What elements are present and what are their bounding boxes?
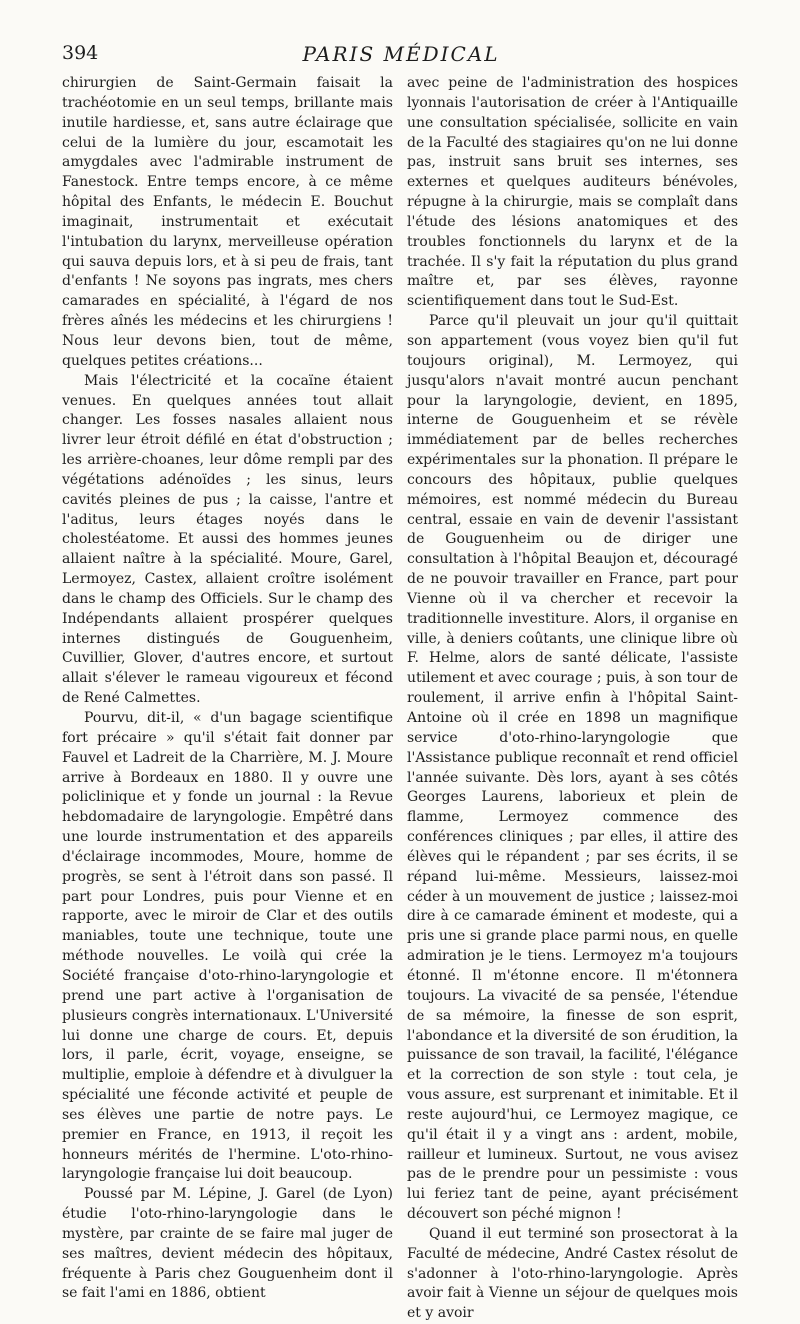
paragraph: Pourvu, dit-il, « d'un bagage scientifique fort précaire » qu'il s'était fait donner par Fauvel et Ladreit de la Charrière, M. J. Moure arrive à Bordeaux en 1880. Il y ouvre une policlinique et y fonde un journal : la Revue hebdomadaire de laryngologie. Empêtré dans une lourde instrumentation et des appareils d'éclairage incommodes, Moure, homme de progrès, se sent à l'étroit dans son passé. Il part pour Londres, puis pour Vienne et en rapporte, avec le miroir de Clar et des outils maniables, toute une technique, toute une méthode nouvelles. Le voilà qui crée la Société française d'oto-rhino-laryngologie et prend une part active à l'organisation de plusieurs congrès internationaux. L'Université lui donne une charge de cours. Et, depuis lors, il parle, écrit, voyage, enseigne, se multiplie, emploie à défendre et à divulguer la spécialité une féconde activité et peuple de ses élèves une partie de notre pays. Le premier en France, en 1913, il reçoit les honneurs mérités de l'hermine. L'oto-rhino-laryngologie française lui doit beaucoup.	[62, 710, 393, 1183]
paragraph: Poussé par M. Lépine, J. Garel (de Lyon) étudie l'oto-rhino-laryngologie dans le mystère, par crainte de se faire mal juger de ses maîtres, devient médecin des hôpitaux, fréquente à Paris chez Gouguenheim dont il se fait l'ami en 1886, obtient	[62, 1186, 393, 1302]
paragraph: Parce qu'il pleuvait un jour qu'il quittait son appartement (vous voyez bien qu'il fut toujours original), M. Lermoyez, qui jusqu'alors n'avait montré aucun penchant pour la laryngologie, devient, en 1895, interne de Gouguenheim et se révèle immédiatement par de belles recherches expérimentales sur la phonation. Il prépare le concours des hôpitaux, publie quelques mémoires, est nommé médecin du Bureau central, essaie en vain de devenir l'assistant de Gouguenheim ou de diriger une consultation à l'hôpital Beaujon et, découragé de ne pouvoir travailler en France, part pour Vienne où il va chercher et recevoir la traditionnelle investiture. Alors, il organise en ville, à deniers coûtants, une clinique libre où F. Helme, alors de santé délicate, l'assiste utilement et avec courage ; puis, à son tour de roulement, il arrive enfin à l'hôpital Saint-Antoine où il crée en 1898 un magnifique service d'oto-rhino-laryngologie que l'Assistance publique reconnaît et rend officiel l'année suivante. Dès lors, ayant à ses côtés Georges Laurens, laborieux et plein de flamme, Lermoyez commence des conférences cliniques ; par elles, il attire des élèves qui le répandent ; par ses écrits, il se répand lui-même. Messieurs, laissez-moi céder à un mouvement de justice ; laissez-moi dire à ce camarade éminent et modeste, qui a pris une si grande place parmi nous, en quelle admiration je le tiens. Lermoyez m'a toujours étonné. Il m'étonne encore. Il m'étonnera toujours. La vivacité de sa pensée, l'étendue de sa mémoire, la finesse de son esprit, l'abondance et la diversité de son érudition, la puissance de son travail, la facilité, l'élégance et la correction de son style : tout cela, je vous assure, est surprenant et inimitable. Et il reste aujourd'hui, ce Lermoyez magique, ce qu'il était il y a vingt ans : ardent, mobile, railleur et lumineux. Surtout, ne vous avisez pas de le prendre pour un pessimiste : vous lui feriez tant de peine, ayant précisément découvert son péché mignon !	[407, 313, 738, 1223]
left-column	[62, 74, 393, 1304]
page-number: 394	[62, 42, 99, 64]
paragraph: avec peine de l'administration des hospices lyonnais l'autorisation de créer à l'Antiquaille une consultation spécialisée, sollicite en vain de la Faculté des stagiaires qu'on ne lui donne pas, instruit sans bruit ses internes, ses externes et quelques auditeurs bénévoles, répugne à la chirurgie, mais se complaît dans l'étude des lésions anatomiques et des troubles fonctionnels du larynx et de la trachée. Il s'y fait la réputation du plus grand maître et, par ses élèves, rayonne scientifiquement dans tout le Sud-Est.	[407, 75, 738, 310]
paragraph: chirurgien de Saint-Germain faisait la trachéotomie en un seul temps, brillante mais inutile hardiesse, et, sans autre éclairage que celui de la lumière du jour, escamotait les amygdales avec l'admirable instrument de Fanestock. Entre temps encore, à ce même hôpital des Enfants, le médecin E. Bouchut imaginait, instrumentait et exécutait l'intubation du larynx, merveilleuse opération qui sauva depuis lors, et à si peu de frais, tant d'enfants ! Ne soyons pas ingrats, mes chers camarades en spécialité, à l'égard de nos frères aînés les médecins et les chirurgiens ! Nous leur devons bien, tout de même, quelques petites créations...	[62, 75, 393, 369]
paragraph: Mais l'électricité et la cocaïne étaient venues. En quelques années tout allait changer. Les fosses nasales allaient nous livrer leur étroit défilé en état d'obstruction ; les arrière-choanes, leur dôme rempli par des végétations adénoïdes ; les sinus, leurs cavités pleines de pus ; la caisse, l'antre et l'aditus, leurs étages noyés dans le cholestéatome. Et aussi des hommes jeunes allaient naître à la spécialité. Moure, Garel, Lermoyez, Castex, allaient croître isolément dans le champ des Officiels. Sur le champ des Indépendants allaient prospérer quelques internes distingués de Gouguenheim, Cuvillier, Glover, d'autres encore, et surtout allait s'élever le rameau vigoureux et fécond de René Calmettes.	[62, 372, 393, 707]
paragraph: Quand il eut terminé son prosectorat à la Faculté de médecine, André Castex résolut de s'adonner à l'oto-rhino-laryngologie. Après avoir fait à Vienne un séjour de quelques mois et y avoir	[407, 1225, 738, 1322]
page-header	[62, 42, 740, 72]
running-title: PARIS MÉDICAL	[302, 42, 500, 66]
right-column	[407, 74, 738, 1324]
